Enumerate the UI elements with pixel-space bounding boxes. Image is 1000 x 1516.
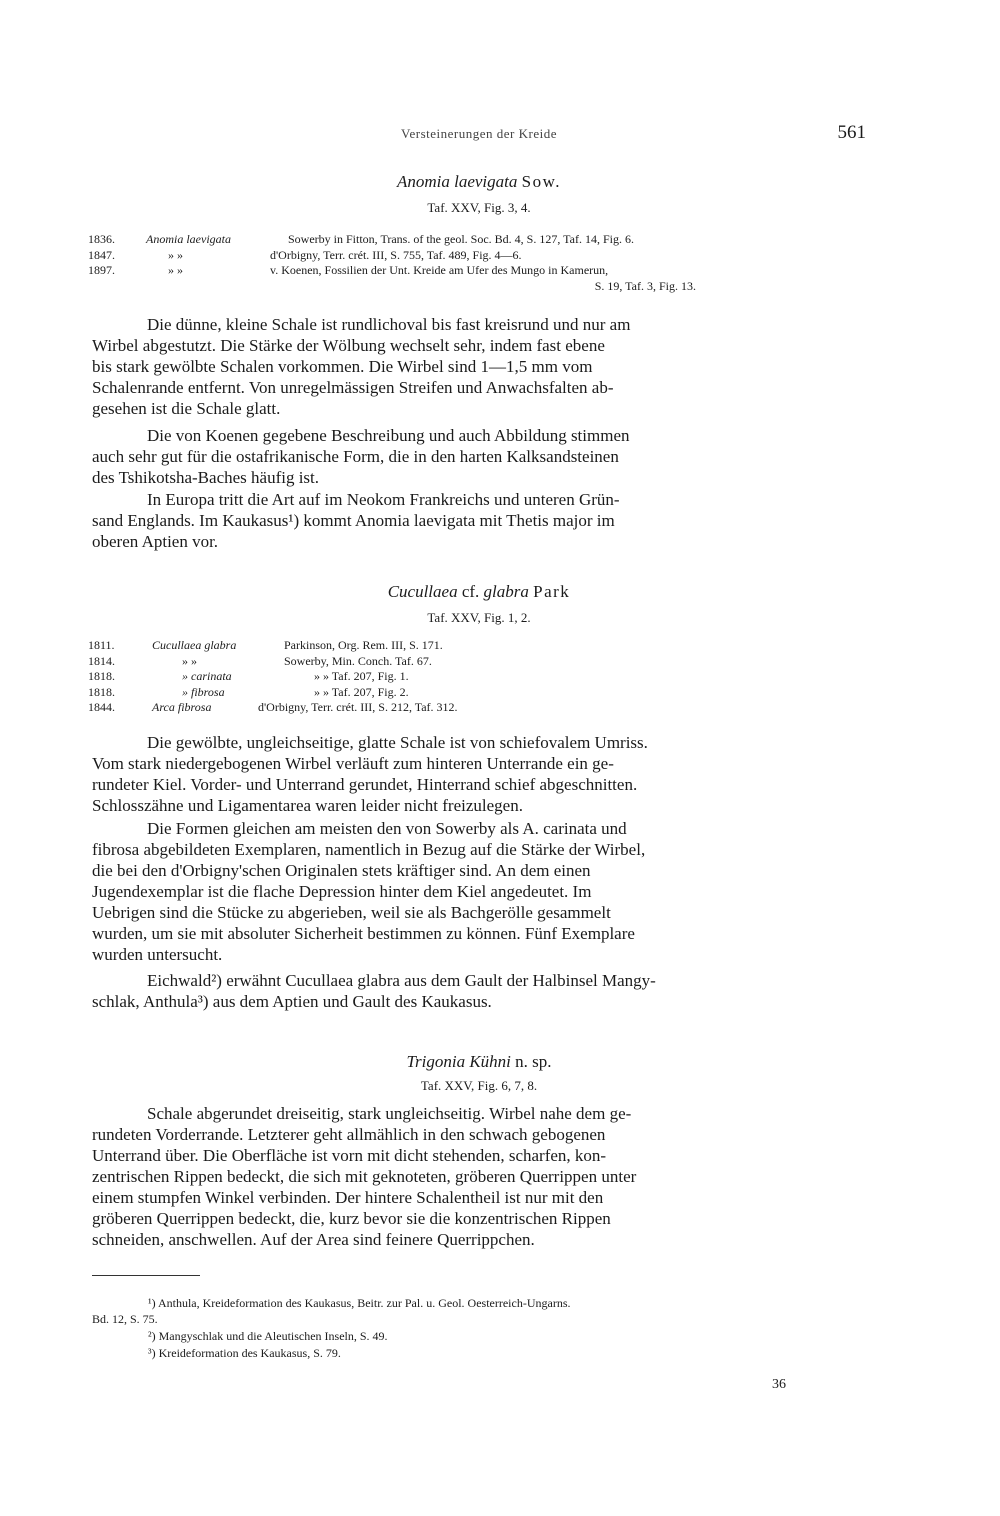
genus-name: Trigonia — [406, 1052, 466, 1071]
synonymy-year: 1818. — [88, 669, 115, 683]
body-paragraph: Schale abgerundet dreiseitig, stark ungleichseitig. Wirbel nahe dem ge- rundeten Vorderrande. Letzterer geht allmählich in den schwach gebogenen Unterrand über. Die Oberfläche ist vorn mit dicht stehenden, scharfen, kon- zentrischen Rippen bedeckt, die sich mit geknoteten, gröberen Querrippen unter einem stumpfen Winkel verbinden. Der hintere Schalentheil ist nur mit den gröberen Querrippen bedeckt, die, kurz bevor sie die konzentrischen Rippen schneiden, anschwellen. Auf der Area sind feinere Querrippchen. — [92, 1104, 637, 1249]
body-paragraph: Die von Koenen gegebene Beschreibung und auch Abbildung stimmen auch sehr gut für die ostafrikanische Form, die in den harten Kalksandsteinen des Tshikotsha-Baches häufig ist. — [92, 426, 630, 487]
synonymy-year: 1897. — [88, 263, 115, 277]
author-name: Park — [533, 582, 571, 601]
species-name: laevigata — [454, 172, 518, 191]
synonymy-reference: d'Orbigny, Terr. crét. III, S. 755, Taf. 489, Fig. 4—6. — [270, 247, 522, 262]
synonymy-reference: v. Koenen, Fossilien der Unt. Kreide am Ufer des Mungo in Kamerun, — [270, 263, 609, 277]
cf-marker: cf. — [461, 582, 480, 601]
synonymy-year: 1847. — [88, 247, 115, 262]
synonymy-year: 1814. — [88, 653, 115, 668]
plate-reference: Taf. XXV, Fig. 6, 7, 8. — [420, 1078, 538, 1093]
synonymy-year: 1818. — [88, 684, 115, 699]
synonymy-reference: Parkinson, Org. Rem. III, S. 171. — [284, 638, 443, 652]
synonymy-name: » fibrosa — [182, 684, 225, 699]
footnote-divider — [92, 1275, 200, 1276]
synonymy-reference: » » Taf. 207, Fig. 2. — [314, 684, 409, 699]
synonymy-reference: d'Orbigny, Terr. crét. III, S. 212, Taf. 312. — [258, 700, 458, 714]
footnote — [92, 1346, 870, 1362]
synonymy-entry — [88, 248, 868, 264]
synonymy-name: » » — [182, 653, 197, 668]
synonymy-year: 1836. — [88, 232, 115, 246]
footnote-mark: ¹) — [148, 1296, 156, 1310]
footnote-text: Kreideformation des Kaukasus, S. 79. — [158, 1346, 341, 1360]
footnote — [92, 1296, 870, 1327]
author-name: n. sp. — [515, 1052, 552, 1071]
page-number: 561 — [837, 122, 866, 143]
plate-reference: Taf. XXV, Fig. 3, 4. — [427, 200, 531, 215]
synonymy-entry — [88, 700, 868, 716]
running-title: Versteinerungen der Kreide — [401, 126, 557, 141]
printer-signature: 36 — [772, 1377, 786, 1392]
footnote-text: Mangyschlak und die Aleutischen Inseln, S. 49. — [158, 1329, 388, 1343]
genus-name: Anomia — [396, 172, 450, 191]
synonymy-name: » » — [168, 263, 183, 277]
body-paragraph: Eichwald²) erwähnt Cucullaea glabra aus dem Gault der Halbinsel Mangy- schlak, Anthula³) aus dem Aptien und Gault des Kaukasus. — [92, 971, 656, 1011]
synonymy-name: Cucullaea glabra — [152, 638, 237, 652]
synonymy-entry — [88, 685, 868, 701]
synonymy-entry — [88, 669, 868, 685]
plate-reference: Taf. XXV, Fig. 1, 2. — [427, 610, 531, 625]
footnote-text: Bd. 12, S. 75. — [92, 1311, 158, 1326]
synonymy-name: » carinata — [182, 669, 232, 683]
synonymy-year: 1844. — [88, 700, 115, 714]
body-paragraph: In Europa tritt die Art auf im Neokom Frankreichs und unteren Grün- sand Englands. Im Kaukasus¹) kommt Anomia laevigata mit Thetis major im oberen Aptien vor. — [92, 490, 620, 551]
footnote-mark: ³) — [148, 1346, 156, 1360]
synonymy-entry — [88, 232, 868, 248]
synonymy-reference: Sowerby in Fitton, Trans. of the geol. Soc. Bd. 4, S. 127, Taf. 14, Fig. 6. — [288, 232, 634, 246]
synonymy-entry — [88, 638, 868, 654]
body-paragraph: Die dünne, kleine Schale ist rundlichoval bis fast kreisrund und nur am Wirbel abgestutzt. Die Stärke der Wölbung wechselt sehr, indem fast ebene bis stark gewölbte Schalen vorkommen. Die Wirbel sind 1—1,5 mm vom Schalenrande entfernt. Von unregelmässigen Streifen und Anwachsfalten ab- gesehen ist die Schale glatt. — [92, 315, 631, 418]
body-paragraph: Die Formen gleichen am meisten den von Sowerby als A. carinata und fibrosa abgebildeten Exemplaren, namentlich in Bezug auf die Stärke der Wirbel, die bei den d'Orbigny'schen Originalen stets kräftiger sind. An dem einen Jugendexemplar ist die flache Depression hinter dem Kiel angedeutet. Im Uebrigen sind die Stücke zu abgerieben, weil sie als Bachgerölle gesammelt wurden, um sie mit absoluter Sicherheit bestimmen zu können. Fünf Exemplare wurden untersucht. — [92, 819, 646, 964]
species-heading-trigonia — [92, 1052, 866, 1072]
synonymy-name: Arca fibrosa — [152, 700, 212, 714]
species-name: Kühni — [469, 1052, 511, 1071]
synonymy-entry — [88, 654, 868, 670]
author-name: Sow. — [521, 172, 562, 191]
footnote-mark: ²) — [148, 1329, 156, 1343]
footnote — [92, 1329, 870, 1345]
species-heading-anomia — [92, 172, 866, 192]
page-header — [92, 122, 866, 146]
body-paragraph: Die gewölbte, ungleichseitige, glatte Schale ist von schiefovalem Umriss. Vom stark niedergebogenen Wirbel verläuft zum hinteren Unterrande ein ge- rundeter Kiel. Vorder- und Unterrand gerundet, Hinterrand schief abgeschnitten. Schlosszähne und Ligamentarea waren leider nicht freizulegen. — [92, 733, 648, 815]
synonymy-list — [88, 638, 868, 716]
genus-name: Cucullaea — [387, 582, 458, 601]
synonymy-name: Anomia laevigata — [146, 232, 231, 246]
synonymy-reference: » » Taf. 207, Fig. 1. — [314, 669, 409, 683]
footnote-text: Anthula, Kreideformation des Kaukasus, Beitr. zur Pal. u. Geol. Oesterreich-Ungarns. — [157, 1296, 571, 1310]
synonymy-reference: Sowerby, Min. Conch. Taf. 67. — [284, 653, 432, 668]
species-heading-cucullaea — [92, 582, 866, 602]
synonymy-year: 1811. — [88, 638, 115, 652]
species-name: glabra — [483, 582, 529, 601]
synonymy-list — [88, 232, 868, 294]
synonymy-name: » » — [168, 247, 183, 262]
synonymy-entry — [88, 263, 868, 279]
synonymy-continuation: S. 19, Taf. 3, Fig. 13. — [594, 278, 696, 293]
